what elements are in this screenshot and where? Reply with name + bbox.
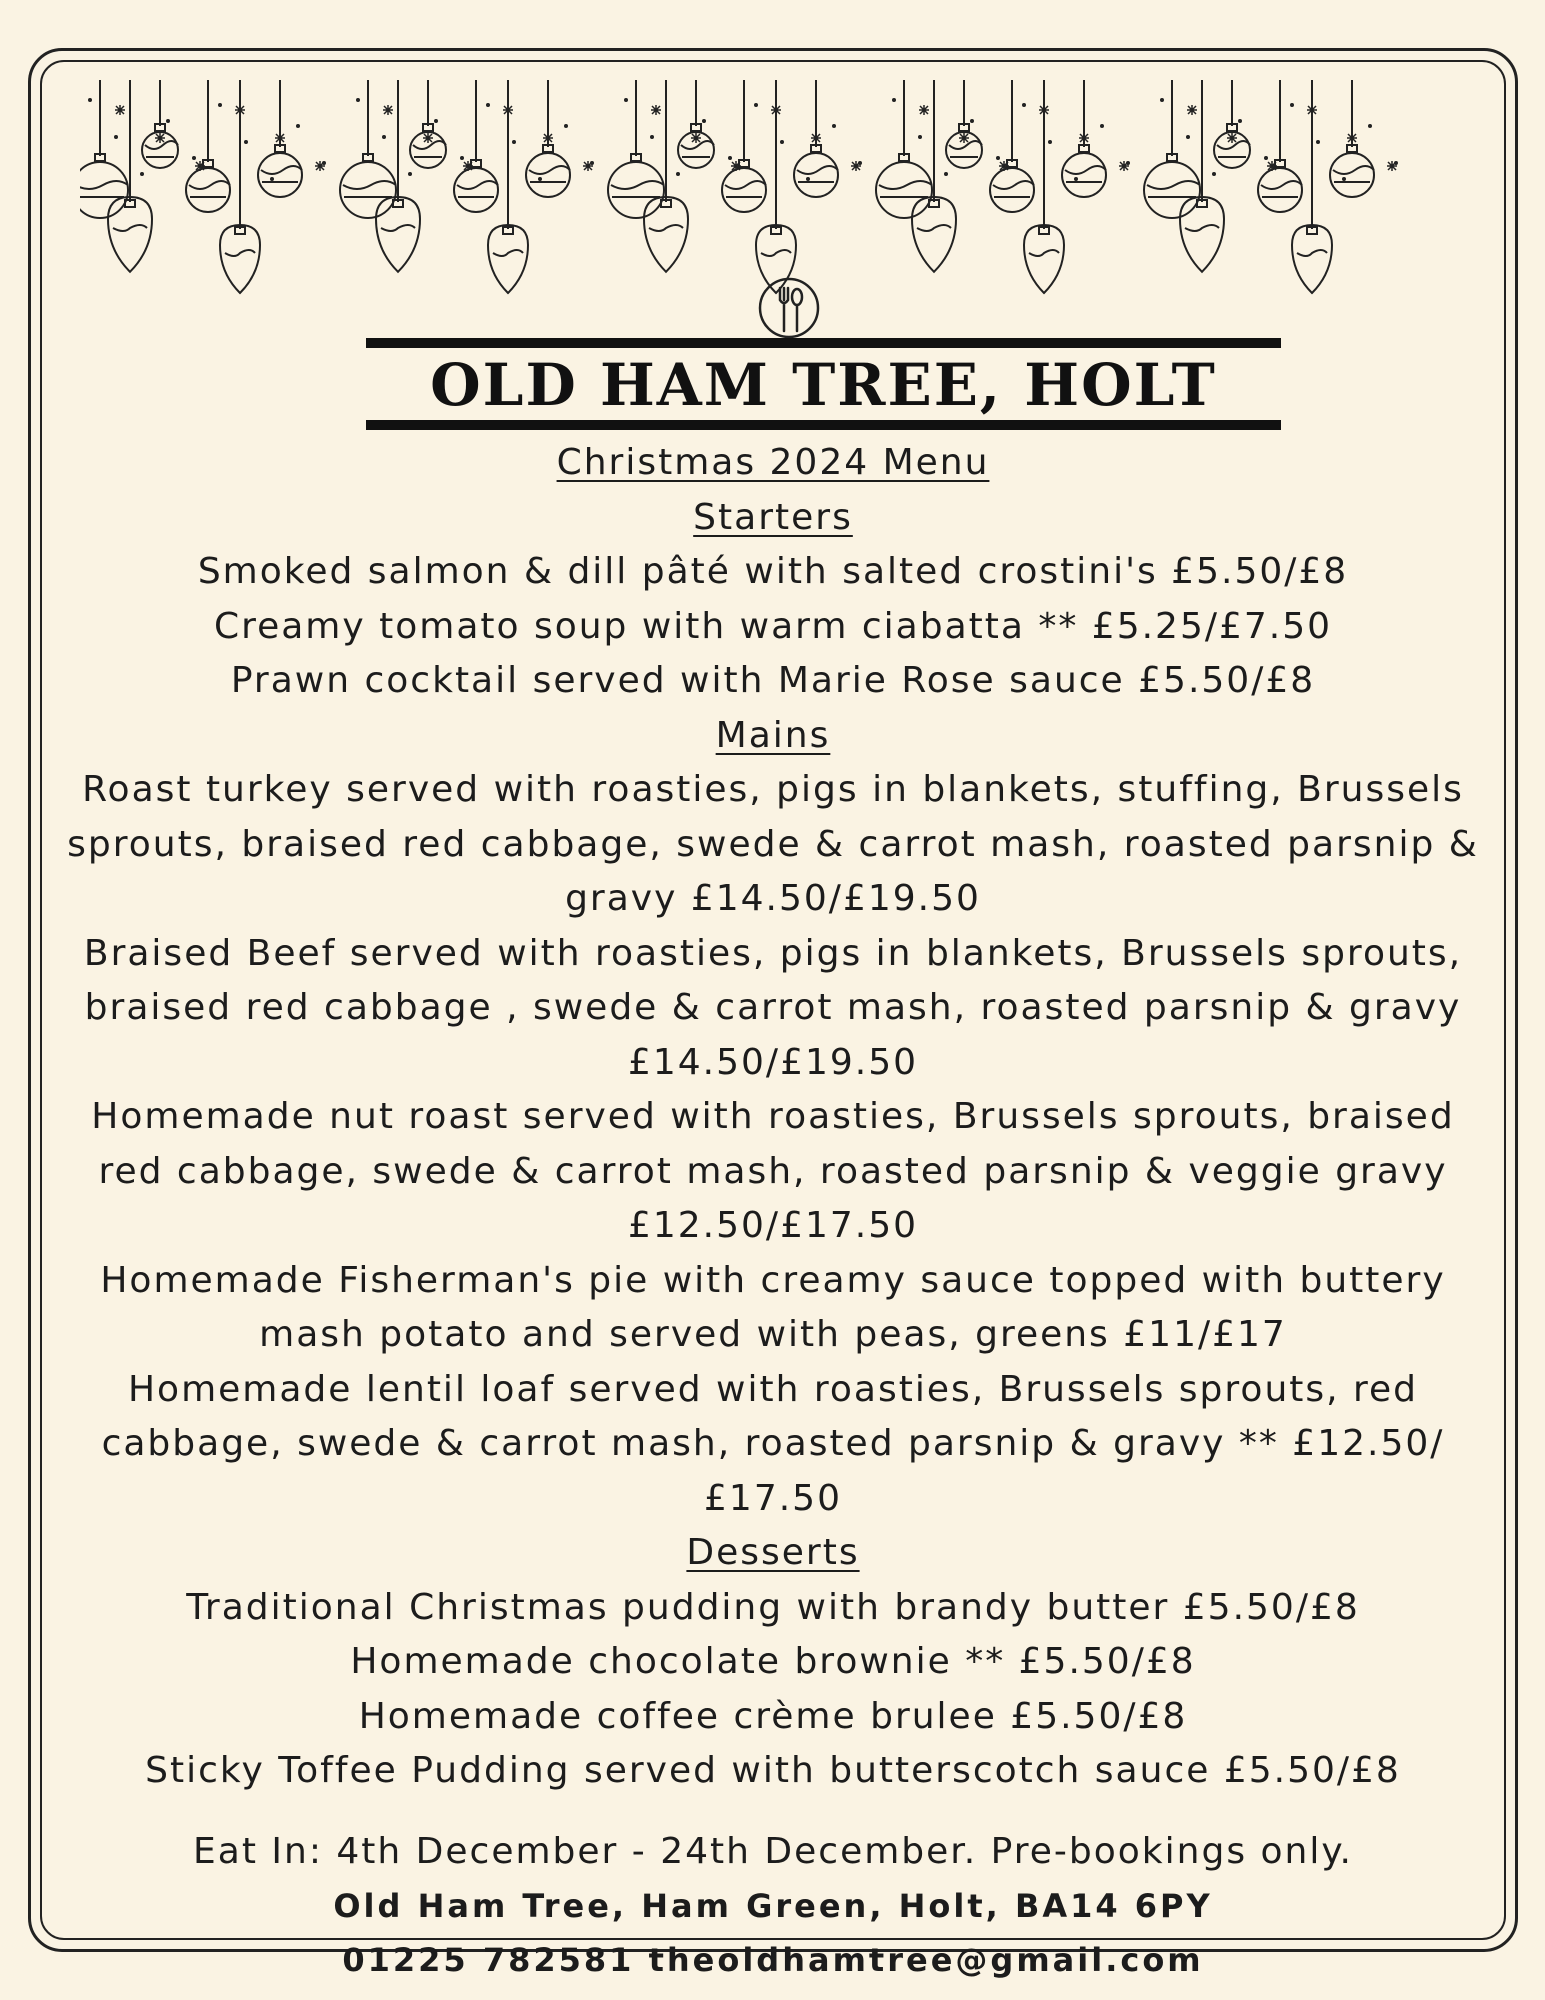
dot-icon: [296, 124, 300, 128]
dot-icon: [270, 177, 274, 181]
sparkle-icon: [115, 105, 125, 115]
dot-icon: [624, 98, 628, 102]
sparkle-icon: [1307, 105, 1317, 115]
section-heading-desserts: Desserts: [686, 1532, 860, 1573]
dot-icon: [166, 119, 170, 123]
menu-item-line: Roast turkey served with roasties, pigs in blankets, stuffing, Brussels: [82, 769, 1464, 810]
dot-icon: [88, 98, 92, 102]
christmas-bauble-icon: [108, 80, 152, 272]
address: Old Ham Tree, Ham Green, Holt, BA14 6PY: [333, 1887, 1213, 1925]
menu-item-line: braised red cabbage , swede & carrot mash, roasted parsnip & gravy: [84, 987, 1462, 1028]
dot-icon: [780, 140, 784, 144]
christmas-bauble-icon: [186, 80, 230, 212]
menu-item-line: mash potato and served with peas, greens £11/£17: [259, 1314, 1287, 1355]
dot-icon: [434, 119, 438, 123]
christmas-bauble-icon: [678, 80, 714, 168]
dot-icon: [1394, 161, 1398, 165]
menu-item-line: Braised Beef served with roasties, pigs in blankets, Brussels sprouts,: [83, 932, 1463, 974]
sparkle-icon: [771, 105, 781, 115]
dot-icon: [858, 161, 862, 165]
sparkle-icon: [691, 133, 701, 143]
spacer: [48, 1799, 1498, 1825]
dot-icon: [192, 156, 196, 160]
dot-icon: [1048, 140, 1052, 144]
menu-item-line: red cabbage, swede & carrot mash, roasted parsnip & veggie gravy: [98, 1150, 1448, 1192]
dot-icon: [728, 156, 732, 160]
menu-item: Prawn cocktail served with Marie Rose sauce £5.50/£8: [230, 660, 1316, 701]
christmas-bauble-icon: [608, 80, 664, 218]
christmas-bauble-icon: [142, 80, 178, 168]
sparkle-icon: [155, 133, 165, 143]
dot-icon: [512, 140, 516, 144]
christmas-bauble-icon: [1180, 80, 1224, 272]
christmas-bauble-icon: [990, 80, 1034, 212]
sparkle-icon: [423, 133, 433, 143]
dot-icon: [1368, 124, 1372, 128]
dot-icon: [676, 172, 680, 176]
menu-item-line: £12.50/£17.50: [627, 1205, 919, 1246]
christmas-bauble-icon: [1144, 80, 1200, 218]
menu-item-line: cabbage, swede & carrot mash, roasted parsnip & gravy ** £12.50/£17.50: [101, 1423, 1445, 1519]
christmas-bauble-icon: [722, 80, 766, 212]
menu-item-line: Homemade lentil loaf served with roasties, Brussels sprouts, red: [127, 1368, 1419, 1410]
dot-icon: [538, 177, 542, 181]
dot-icon: [244, 140, 248, 144]
christmas-bauble-icon: [376, 80, 420, 272]
menu-item: Traditional Christmas pudding with brandy butter £5.50/£8: [186, 1586, 1360, 1628]
dot-icon: [650, 135, 654, 139]
dot-icon: [408, 172, 412, 176]
dot-icon: [1212, 172, 1216, 176]
sparkle-icon: [463, 161, 473, 171]
sparkle-icon: [235, 105, 245, 115]
sparkle-icon: [651, 105, 661, 115]
dot-icon: [564, 124, 568, 128]
dot-icon: [702, 119, 706, 123]
menu-subtitle: Christmas 2024 Menu: [556, 442, 990, 483]
christmas-bauble-icon: [644, 80, 688, 272]
dot-icon: [1264, 156, 1268, 160]
restaurant-title: OLD HAM TREE, HOLT: [430, 351, 1217, 419]
eat-in-notice: Eat In: 4th December - 24th December. Pre-bookings only.: [193, 1830, 1353, 1872]
dot-icon: [1074, 177, 1078, 181]
menu-item: Homemade chocolate brownie ** £5.50/£8: [350, 1641, 1196, 1682]
dot-icon: [1290, 103, 1294, 107]
dot-icon: [140, 172, 144, 176]
dot-icon: [1100, 124, 1104, 128]
sparkle-icon: [811, 133, 821, 143]
contact-details: 01225 782581 theoldhamtree@gmail.com: [342, 1941, 1204, 1979]
sparkle-icon: [503, 105, 513, 115]
dot-icon: [460, 156, 464, 160]
christmas-bauble-icon: [410, 80, 446, 168]
menu-body: [48, 436, 1498, 1987]
dot-icon: [356, 98, 360, 102]
sparkle-icon: [1227, 133, 1237, 143]
sparkle-icon: [195, 161, 205, 171]
dot-icon: [590, 161, 594, 165]
christmas-bauble-icon: [876, 80, 932, 218]
sparkle-icon: [999, 161, 1009, 171]
menu-item-line: sprouts, braised red cabbage, swede & carrot mash, roasted parsnip &: [67, 823, 1479, 865]
sparkle-icon: [275, 133, 285, 143]
dot-icon: [382, 135, 386, 139]
menu-item: Sticky Toffee Pudding served with butterscotch sauce £5.50/£8: [145, 1750, 1401, 1791]
sparkle-icon: [1187, 105, 1197, 115]
dot-icon: [1160, 98, 1164, 102]
section-heading-mains: Mains: [715, 714, 831, 756]
title-rule-top: [366, 338, 1281, 348]
dot-icon: [892, 98, 896, 102]
dot-icon: [996, 156, 1000, 160]
section-heading-starters: Starters: [693, 496, 853, 538]
dot-icon: [218, 103, 222, 107]
dot-icon: [1316, 140, 1320, 144]
menu-item-line: Homemade Fisherman's pie with creamy sauce topped with buttery: [100, 1259, 1446, 1301]
sparkle-icon: [959, 133, 969, 143]
christmas-bauble-icon: [454, 80, 498, 212]
dot-icon: [1126, 161, 1130, 165]
dot-icon: [322, 161, 326, 165]
christmas-bauble-icon: [912, 80, 956, 272]
sparkle-icon: [1079, 133, 1089, 143]
dot-icon: [754, 103, 758, 107]
sparkle-icon: [543, 133, 553, 143]
dot-icon: [832, 124, 836, 128]
menu-item: Creamy tomato soup with warm ciabatta ** £5.25/£7.50: [213, 605, 1333, 647]
menu-item: Smoked salmon & dill pâté with salted crostini's £5.50/£8: [197, 551, 1349, 592]
dot-icon: [1186, 135, 1190, 139]
sparkle-icon: [731, 161, 741, 171]
dot-icon: [918, 135, 922, 139]
menu-item-line: Homemade nut roast served with roasties, Brussels sprouts, braised: [91, 1096, 1455, 1137]
fork-spoon-icon: [757, 276, 821, 340]
menu-item: Homemade coffee crème brulee £5.50/£8: [358, 1695, 1188, 1737]
sparkle-icon: [919, 105, 929, 115]
dot-icon: [486, 103, 490, 107]
menu-item-line: £14.50/£19.50: [627, 1041, 919, 1083]
sparkle-icon: [1039, 105, 1049, 115]
christmas-bauble-icon: [946, 80, 982, 168]
dot-icon: [944, 172, 948, 176]
dot-icon: [1022, 103, 1026, 107]
dot-icon: [970, 119, 974, 123]
title-rule-bottom: [366, 420, 1281, 430]
christmas-bauble-icon: [1214, 80, 1250, 168]
dot-icon: [1342, 177, 1346, 181]
dot-icon: [806, 177, 810, 181]
christmas-bauble-icon: [1258, 80, 1302, 212]
sparkle-icon: [383, 105, 393, 115]
christmas-bauble-icon: [340, 80, 396, 218]
dot-icon: [1238, 119, 1242, 123]
sparkle-icon: [1267, 161, 1277, 171]
menu-item-line: gravy £14.50/£19.50: [565, 878, 981, 919]
dot-icon: [114, 135, 118, 139]
sparkle-icon: [1347, 133, 1357, 143]
